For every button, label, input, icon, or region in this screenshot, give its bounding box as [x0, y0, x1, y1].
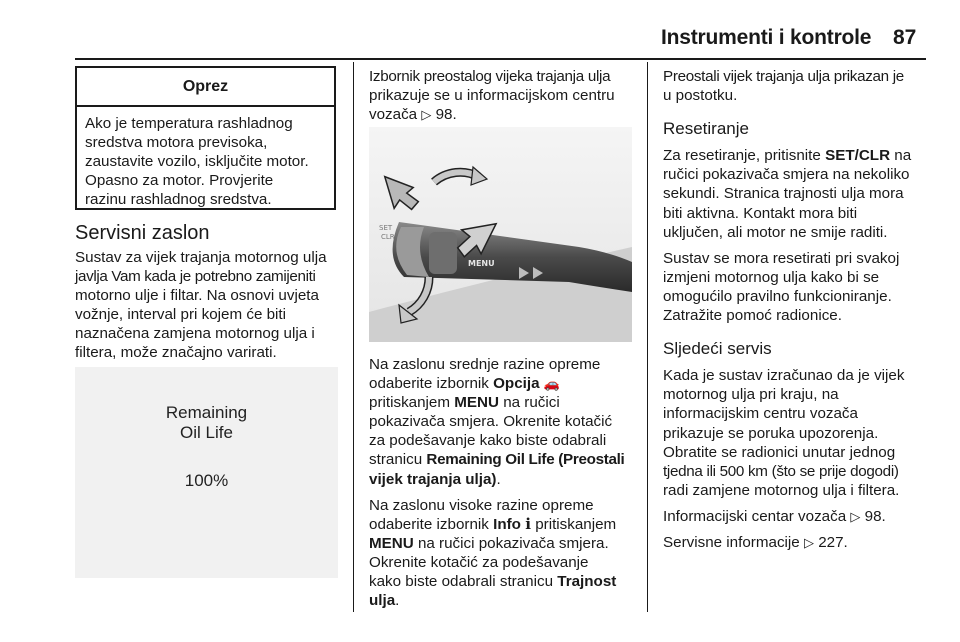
text-span: Na zaslonu srednje razine opreme — [369, 356, 601, 373]
text-span: radi zamjene motornog ulja i filtera. — [663, 481, 900, 499]
text-span: Kada je sustav izračunao da je vijek — [663, 367, 905, 385]
text-line: vožnje, interval pri kojem će biti — [75, 306, 287, 324]
text-span: u postotku. — [663, 87, 738, 105]
running-header-title: Instrumenti i kontrole — [661, 26, 872, 49]
text-span: Sustav se mora resetirati pri svakoj — [663, 249, 900, 267]
page-ref-arrow-icon: ▷ — [803, 534, 814, 550]
text-span: na ručici — [498, 394, 560, 412]
info-menu-label: Info — [493, 515, 521, 533]
paragraph-reset-instructions — [663, 146, 928, 241]
col2-paragraphs — [369, 355, 641, 617]
column-divider-1 — [353, 62, 354, 612]
opcija-menu-label: Opcija — [493, 375, 540, 393]
page-ref-arrow-icon: ▷ — [850, 508, 861, 524]
trajnost-ulja-label: Trajnost — [557, 573, 617, 591]
text-span: . — [496, 470, 501, 488]
paragraph-driver-info-ref — [663, 507, 928, 526]
menu-button-label: MENU — [369, 534, 414, 552]
text-span: izmjeni motornog ulja kako bi se — [663, 268, 880, 286]
text-span: biti aktivna. Kontakt mora biti — [663, 204, 858, 222]
remaining-oil-life-label-cont: vijek trajanja ulja) — [369, 470, 497, 488]
page-ref: 227. — [818, 533, 848, 551]
column-divider-2 — [647, 62, 648, 612]
display-oil-percentage: 100% — [184, 471, 229, 490]
subsection-title-sljedeci-servis: Sljedeći servis — [663, 339, 772, 359]
display-text-oil-life: Oil Life — [180, 423, 233, 442]
text-span: Za resetiranje, pritisnite — [663, 147, 826, 165]
svg-text:CLR: CLR — [381, 233, 395, 241]
paragraph-next-service — [663, 366, 928, 500]
page-ref: 98. — [435, 106, 457, 124]
text-span: za podešavanje kako biste odabrali — [369, 432, 607, 450]
remaining-oil-life-label: Remaining Oil Life (Preostali — [426, 451, 625, 469]
page-number: 87 — [893, 26, 917, 49]
trajnost-ulja-label-cont: ulja — [369, 592, 396, 610]
paragraph-reset-note — [663, 249, 928, 325]
text-span: Preostali vijek trajanja ulja prikazan je — [663, 68, 904, 85]
paragraph-medium-equipment — [369, 355, 641, 489]
set-clr-button-label: SET/CLR — [825, 147, 891, 165]
page-ref: 98. — [864, 507, 886, 525]
text-span: . — [395, 592, 400, 610]
text-span: stranicu — [369, 451, 427, 469]
subsection-title-resetiranje: Resetiranje — [663, 119, 749, 139]
text-span: na — [890, 147, 912, 165]
caution-text — [77, 107, 334, 209]
text-span: ručici pokazivača smjera na nekoliko — [663, 166, 910, 184]
text-span: motornog ulja pri kraju, na — [663, 386, 839, 404]
paragraph-service-info-ref — [663, 533, 928, 552]
text-span: Obratite se radionici unutar jednog — [663, 443, 896, 461]
menu-button-label: MENU — [454, 394, 499, 412]
text-span: pritiskanjem — [369, 394, 455, 412]
servis-paragraph — [75, 248, 350, 363]
text-line: Izbornik preostalog vijeka trajanja ulja — [369, 68, 611, 85]
paragraph-high-equipment — [369, 496, 641, 611]
caution-line: zaustavite vozilo, isključite motor. — [85, 153, 309, 171]
text-line: filtera, može značajno varirati. — [75, 344, 277, 362]
text-span: informacijskim centru vozača — [663, 405, 858, 423]
text-span: Okrenite kotačić za podešavanje — [369, 553, 589, 571]
text-span: vozača — [369, 106, 422, 124]
text-span: tjedna ili 500 km (što se prije dogodi) — [663, 462, 899, 480]
text-span: Informacijski centar vozača — [663, 507, 851, 525]
caution-line: sredstva motora previsoka, — [85, 134, 268, 152]
text-line: javlja Vam kada je potrebno zamijeniti — [75, 268, 316, 286]
info-icon: i — [525, 514, 531, 533]
header-rule — [75, 58, 926, 60]
display-text-remaining: Remaining — [165, 403, 248, 422]
text-span: pokazivača smjera. Okrenite kotačić — [369, 413, 613, 431]
text-line — [369, 105, 641, 124]
text-span: omogućilo pravilno funkcioniranje. — [663, 287, 892, 305]
oil-life-display-illustration — [75, 367, 338, 578]
caution-line: Ako je temperatura rashladnog — [85, 115, 293, 132]
page-ref-arrow-icon: ▷ — [421, 107, 432, 123]
text-line: Sustav za vijek trajanja motornog ulja — [75, 249, 327, 266]
set-clr-label: SET — [379, 224, 393, 232]
text-span: kako biste odabrali stranicu — [369, 573, 558, 591]
text-line: prikazuje se u informacijskom centru — [369, 87, 615, 105]
text-line: naznačena zamjena motornog ulja i — [75, 325, 315, 343]
text-span: pritiskanjem — [530, 515, 617, 533]
text-span: uključen, ali motor ne smije raditi. — [663, 223, 888, 241]
car-icon: 🚗 — [543, 376, 560, 392]
text-span: prikazuje se poruka upozorenja. — [663, 424, 879, 442]
section-title-servisni-zaslon: Servisni zaslon — [75, 222, 210, 244]
text-span: odaberite izbornik — [369, 515, 494, 533]
text-span: na ručici pokazivača smjera. — [413, 534, 609, 552]
turn-signal-lever-illustration — [369, 127, 632, 342]
col2-intro — [369, 67, 641, 124]
text-span: odaberite izbornik — [369, 375, 494, 393]
caution-box — [75, 66, 336, 210]
caution-line: Opasno za motor. Provjerite — [85, 172, 274, 190]
menu-label: MENU — [468, 259, 495, 268]
text-line: motorno ulje i filtar. Na osnovi uvjeta — [75, 287, 319, 305]
text-span: sekundi. Stranica trajnosti ulja mora — [663, 185, 904, 203]
col3-content — [663, 67, 928, 559]
text-span: Servisne informacije — [663, 533, 804, 551]
text-span: Na zaslonu visoke razine opreme — [369, 496, 594, 514]
text-span: Zatražite pomoć radionice. — [663, 307, 842, 325]
caution-line: razinu rashladnog sredstva. — [85, 191, 272, 209]
caution-title: Oprez — [77, 68, 334, 107]
paragraph-percentage — [663, 67, 928, 105]
